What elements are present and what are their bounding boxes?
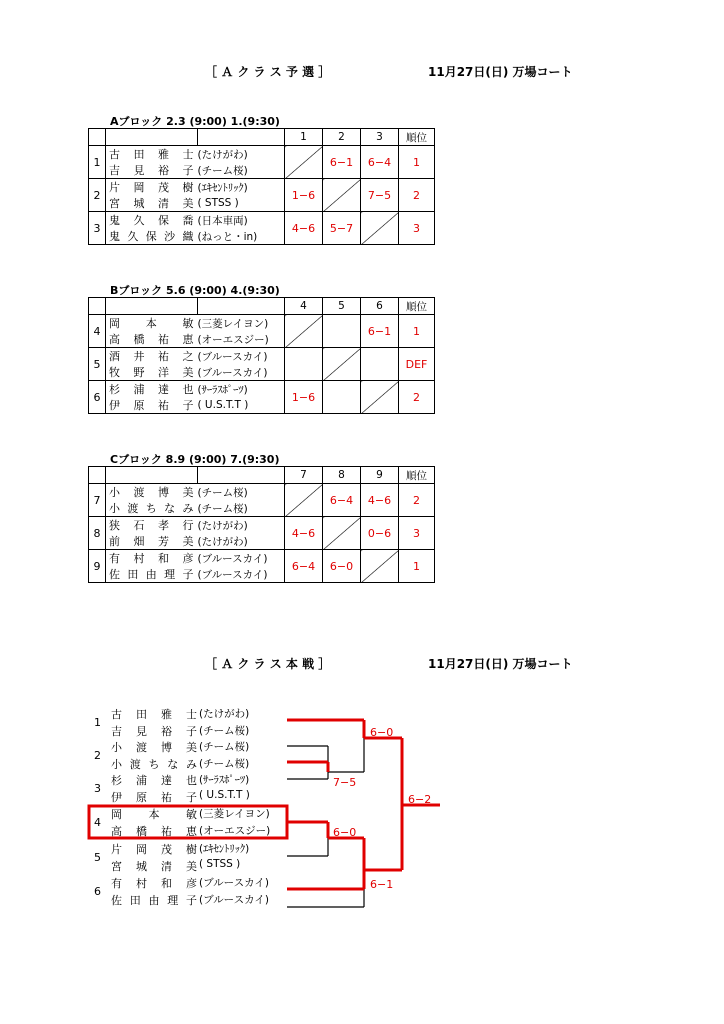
player-name: 吉 見 裕 子 — [106, 162, 198, 179]
score-cell — [323, 315, 361, 348]
player-name: 酒 井 祐 之 — [106, 348, 198, 365]
score-cell: 6−1 — [323, 146, 361, 179]
header-blank — [89, 467, 106, 484]
score-cell — [285, 348, 323, 381]
pair-number: 4 — [89, 315, 106, 348]
rank-cell: 1 — [399, 146, 435, 179]
entry-player-club: (チーム桜) — [199, 741, 250, 753]
pair-number: 3 — [89, 212, 106, 245]
score-cell: 7−5 — [361, 179, 399, 212]
score-cell: 4−6 — [285, 517, 323, 550]
entry-player-name: 古 田 雅 士 — [111, 708, 197, 721]
player-club: (ブルースカイ) — [198, 566, 285, 583]
main-date-court: 11月27日(日) 万場コート — [428, 657, 573, 671]
player-name: 片 岡 茂 樹 — [106, 179, 198, 196]
rank-cell: 1 — [399, 315, 435, 348]
entry-player-name: 佐 田 由 理 子 — [111, 894, 197, 907]
entry-player-club: (ブルースカイ) — [199, 877, 269, 889]
bracket-score: 7−5 — [333, 776, 357, 789]
player-club: (たけがわ) — [198, 517, 285, 534]
column-header: 順位 — [399, 298, 435, 315]
player-club: (チーム桜) — [198, 500, 285, 517]
prelim-title: ［ Ａ ク ラ ス 予 選 ］ — [205, 65, 331, 79]
entry-player-club: (ｴｷｾﾝﾄﾘｯｸ) — [199, 843, 250, 855]
column-header: 順位 — [399, 129, 435, 146]
rank-cell: 3 — [399, 212, 435, 245]
player-club: ( STSS ) — [198, 195, 285, 212]
column-header: 5 — [323, 298, 361, 315]
diagonal-cell — [285, 484, 323, 517]
player-name: 前 畑 芳 美 — [106, 533, 198, 550]
entry-player-club: (ブルースカイ) — [199, 894, 269, 906]
player-name: 小 渡 博 美 — [106, 484, 198, 501]
diagonal-cell — [361, 550, 399, 583]
player-name: 有 村 和 彦 — [106, 550, 198, 567]
header-blank — [198, 129, 285, 146]
round-robin-table — [88, 297, 435, 414]
column-header: 3 — [361, 129, 399, 146]
entry-number: 3 — [94, 781, 101, 795]
header-blank — [198, 298, 285, 315]
player-name: 古 田 雅 士 — [106, 146, 198, 163]
column-header: 4 — [285, 298, 323, 315]
round-robin-table — [88, 128, 435, 245]
entry-number: 2 — [94, 748, 101, 762]
score-cell: 1−6 — [285, 179, 323, 212]
entry-player-name: 岡 本 敏 — [111, 808, 197, 821]
header-blank — [198, 467, 285, 484]
column-header: 1 — [285, 129, 323, 146]
pair-number: 2 — [89, 179, 106, 212]
pair-number: 5 — [89, 348, 106, 381]
player-club: (チーム桜) — [198, 162, 285, 179]
rank-cell: 1 — [399, 550, 435, 583]
rank-cell: DEF — [399, 348, 435, 381]
player-name: 狭 石 孝 行 — [106, 517, 198, 534]
pair-number: 1 — [89, 146, 106, 179]
entry-player-name: 伊 原 祐 子 — [111, 791, 197, 804]
rank-cell: 3 — [399, 517, 435, 550]
round-robin-table — [88, 466, 435, 583]
score-cell: 4−6 — [285, 212, 323, 245]
player-club: (ブルースカイ) — [198, 364, 285, 381]
player-name: 杉 浦 達 也 — [106, 381, 198, 398]
player-club: (日本車両) — [198, 212, 285, 229]
column-header: 2 — [323, 129, 361, 146]
header-blank — [89, 129, 106, 146]
player-club: (たけがわ) — [198, 146, 285, 163]
diagonal-cell — [323, 348, 361, 381]
rank-cell: 2 — [399, 381, 435, 414]
player-club: (ｴｷｾﾝﾄﾘｯｸ) — [198, 179, 285, 196]
rank-cell: 2 — [399, 179, 435, 212]
entry-player-club: ( STSS ) — [199, 858, 241, 870]
score-cell: 6−4 — [323, 484, 361, 517]
rank-cell: 2 — [399, 484, 435, 517]
entry-player-name: 杉 浦 達 也 — [111, 774, 197, 787]
score-cell — [323, 381, 361, 414]
entry-player-club: (オーエスジー) — [199, 825, 271, 837]
diagonal-cell — [361, 212, 399, 245]
pair-number: 6 — [89, 381, 106, 414]
player-name: 伊 原 祐 子 — [106, 397, 198, 414]
score-cell: 0−6 — [361, 517, 399, 550]
header-blank — [106, 298, 198, 315]
pair-number: 8 — [89, 517, 106, 550]
entry-number: 4 — [94, 815, 101, 829]
main-title: ［ Ａ ク ラ ス 本 戦 ］ — [205, 657, 331, 671]
score-cell — [361, 348, 399, 381]
diagonal-cell — [285, 146, 323, 179]
player-name: 小 渡 ち な み — [106, 500, 198, 517]
player-club: ( U.S.T.T ) — [198, 397, 285, 414]
entry-player-name: 小 渡 博 美 — [111, 741, 197, 754]
entry-player-name: 宮 城 清 美 — [111, 860, 197, 873]
entry-number: 5 — [94, 850, 101, 864]
score-cell: 6−1 — [361, 315, 399, 348]
player-club: (たけがわ) — [198, 533, 285, 550]
score-cell: 5−7 — [323, 212, 361, 245]
player-name: 鬼 久 保 喬 — [106, 212, 198, 229]
column-header: 9 — [361, 467, 399, 484]
score-cell: 6−4 — [285, 550, 323, 583]
entry-player-club: ( U.S.T.T ) — [199, 789, 250, 801]
bracket-score: 6−0 — [333, 826, 357, 839]
entry-player-name: 小 渡 ち な み — [111, 758, 197, 771]
player-club: (三菱レイヨン) — [198, 315, 285, 332]
pair-number: 7 — [89, 484, 106, 517]
column-header: 8 — [323, 467, 361, 484]
entry-number: 1 — [94, 715, 101, 729]
player-name: 佐 田 由 理 子 — [106, 566, 198, 583]
player-name: 鬼 久 保 沙 織 — [106, 228, 198, 245]
pair-number: 9 — [89, 550, 106, 583]
diagonal-cell — [323, 179, 361, 212]
column-header: 7 — [285, 467, 323, 484]
bracket-score: 6−1 — [370, 878, 394, 891]
column-header: 6 — [361, 298, 399, 315]
player-club: (ブルースカイ) — [198, 550, 285, 567]
header-blank — [89, 298, 106, 315]
player-club: (ｻｰﾗｽﾎﾟｰﾂ) — [198, 381, 285, 398]
diagonal-cell — [323, 517, 361, 550]
block-title: Cブロック 8.9 (9:00) 7.(9:30) — [110, 453, 280, 466]
header-blank — [106, 129, 198, 146]
block-title: Bブロック 5.6 (9:00) 4.(9:30) — [110, 284, 280, 297]
diagonal-cell — [361, 381, 399, 414]
block-title: Aブロック 2.3 (9:00) 1.(9:30) — [110, 115, 280, 128]
entry-player-name: 片 岡 茂 樹 — [111, 843, 197, 856]
score-cell: 1−6 — [285, 381, 323, 414]
diagonal-cell — [285, 315, 323, 348]
bracket-score: 6−2 — [408, 793, 432, 806]
entry-player-club: (ｻｰﾗｽﾎﾟｰﾂ) — [199, 774, 250, 786]
entry-player-club: (たけがわ) — [199, 708, 250, 720]
entry-player-name: 吉 見 裕 子 — [111, 725, 197, 738]
player-club: (チーム桜) — [198, 484, 285, 501]
bracket-score: 6−0 — [370, 726, 394, 739]
entry-player-name: 高 橋 祐 恵 — [111, 825, 197, 838]
entry-player-name: 有 村 和 彦 — [111, 877, 197, 890]
player-club: (オーエスジー) — [198, 331, 285, 348]
entry-number: 6 — [94, 884, 101, 898]
score-cell: 6−0 — [323, 550, 361, 583]
header-blank — [106, 467, 198, 484]
column-header: 順位 — [399, 467, 435, 484]
player-name: 宮 城 清 美 — [106, 195, 198, 212]
entry-player-club: (三菱レイヨン) — [199, 808, 270, 820]
player-name: 牧 野 洋 美 — [106, 364, 198, 381]
player-club: (ブルースカイ) — [198, 348, 285, 365]
prelim-date-court: 11月27日(日) 万場コート — [428, 65, 573, 79]
player-name: 岡 本 敏 — [106, 315, 198, 332]
score-cell: 4−6 — [361, 484, 399, 517]
score-cell: 6−4 — [361, 146, 399, 179]
player-club: (ねっと・in) — [198, 228, 285, 245]
entry-player-club: (チーム桜) — [199, 758, 250, 770]
entry-player-club: (チーム桜) — [199, 725, 250, 737]
player-name: 高 橋 祐 恵 — [106, 331, 198, 348]
